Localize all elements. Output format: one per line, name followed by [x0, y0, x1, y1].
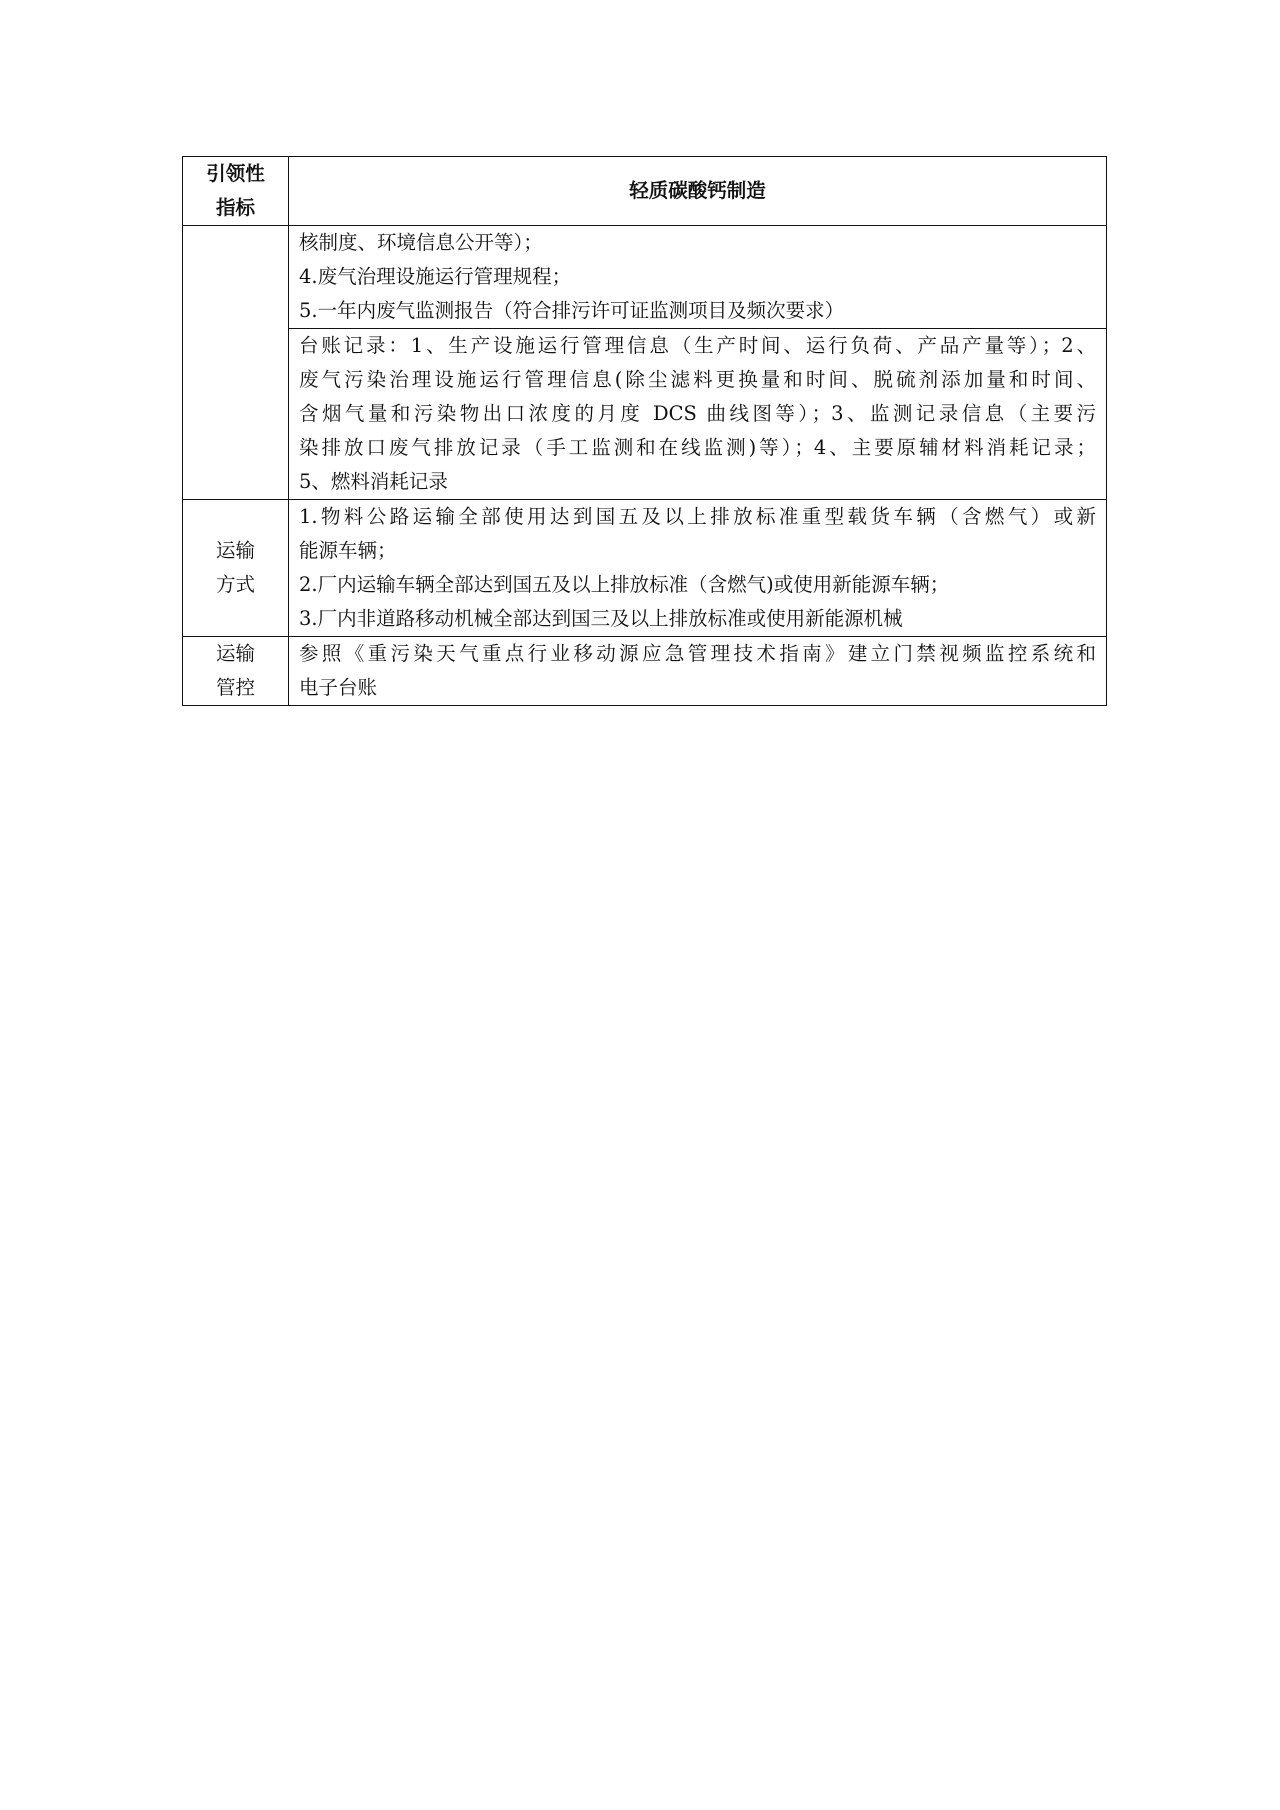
- row-label-line: 方式: [215, 573, 255, 596]
- row-content-cell: [289, 226, 1107, 329]
- row-label-cell-empty: [183, 226, 289, 500]
- content-line: 5.一年内废气监测报告（符合排污许可证监测项目及频次要求）: [299, 299, 845, 322]
- row-label-line: 管控: [215, 676, 255, 699]
- row-content-cell: [289, 637, 1107, 706]
- content-line: 5、燃料消耗记录: [299, 470, 448, 493]
- row-label-cell: [183, 500, 289, 637]
- content-line: 2.厂内运输车辆全部达到国五及以上排放标准（含燃气)或使用新能源车辆；: [299, 573, 950, 596]
- row-label-line: 运输: [215, 539, 255, 562]
- content-line: 参照《重污染天气重点行业移动源应急管理技术指南》建立门禁视频监控系统和: [299, 642, 1096, 665]
- content-line: 染排放口废气排放记录（手工监测和在线监测)等）；4、主要原辅材料消耗记录；: [299, 436, 1096, 459]
- header-category-title: 轻质碳酸钙制造: [629, 179, 766, 202]
- header-indicator-line: 引领性: [206, 162, 265, 185]
- content-line: 含烟气量和污染物出口浓度的月度 DCS 曲线图等）；3、监测记录信息（主要污: [299, 402, 1096, 425]
- content-line: 4.废气治理设施运行管理规程；: [299, 265, 572, 288]
- row-label-cell: [183, 637, 289, 706]
- row-label-line: 运输: [215, 642, 255, 665]
- table-row-ledger-records: [183, 329, 1107, 500]
- content-line: 废气污染治理设施运行管理信息(除尘滤料更换量和时间、脱硫剂添加量和时间、: [299, 368, 1096, 391]
- table-row-transport-mode: [183, 500, 1107, 637]
- indicator-table: [182, 156, 1107, 706]
- content-line: 核制度、环境信息公开等）；: [299, 231, 543, 254]
- table-row-environmental-management: [183, 226, 1107, 329]
- header-category-cell: [289, 157, 1107, 226]
- header-indicator-cell: [183, 157, 289, 226]
- content-line: 3.厂内非道路移动机械全部达到国三及以上排放标准或使用新能源机械: [299, 607, 903, 630]
- content-line: 能源车辆；: [299, 539, 397, 562]
- content-line: 1.物料公路运输全部使用达到国五及以上排放标准重型载货车辆（含燃气）或新: [299, 505, 1096, 528]
- row-content-cell: [289, 500, 1107, 637]
- row-content-cell: [289, 329, 1107, 500]
- content-line: 台账记录：1、生产设施运行管理信息（生产时间、运行负荷、产品产量等）；2、: [299, 334, 1096, 357]
- table-row-transport-control: [183, 637, 1107, 706]
- table-header-row: [183, 157, 1107, 226]
- header-indicator-line: 指标: [215, 196, 255, 219]
- content-line: 电子台账: [299, 676, 378, 699]
